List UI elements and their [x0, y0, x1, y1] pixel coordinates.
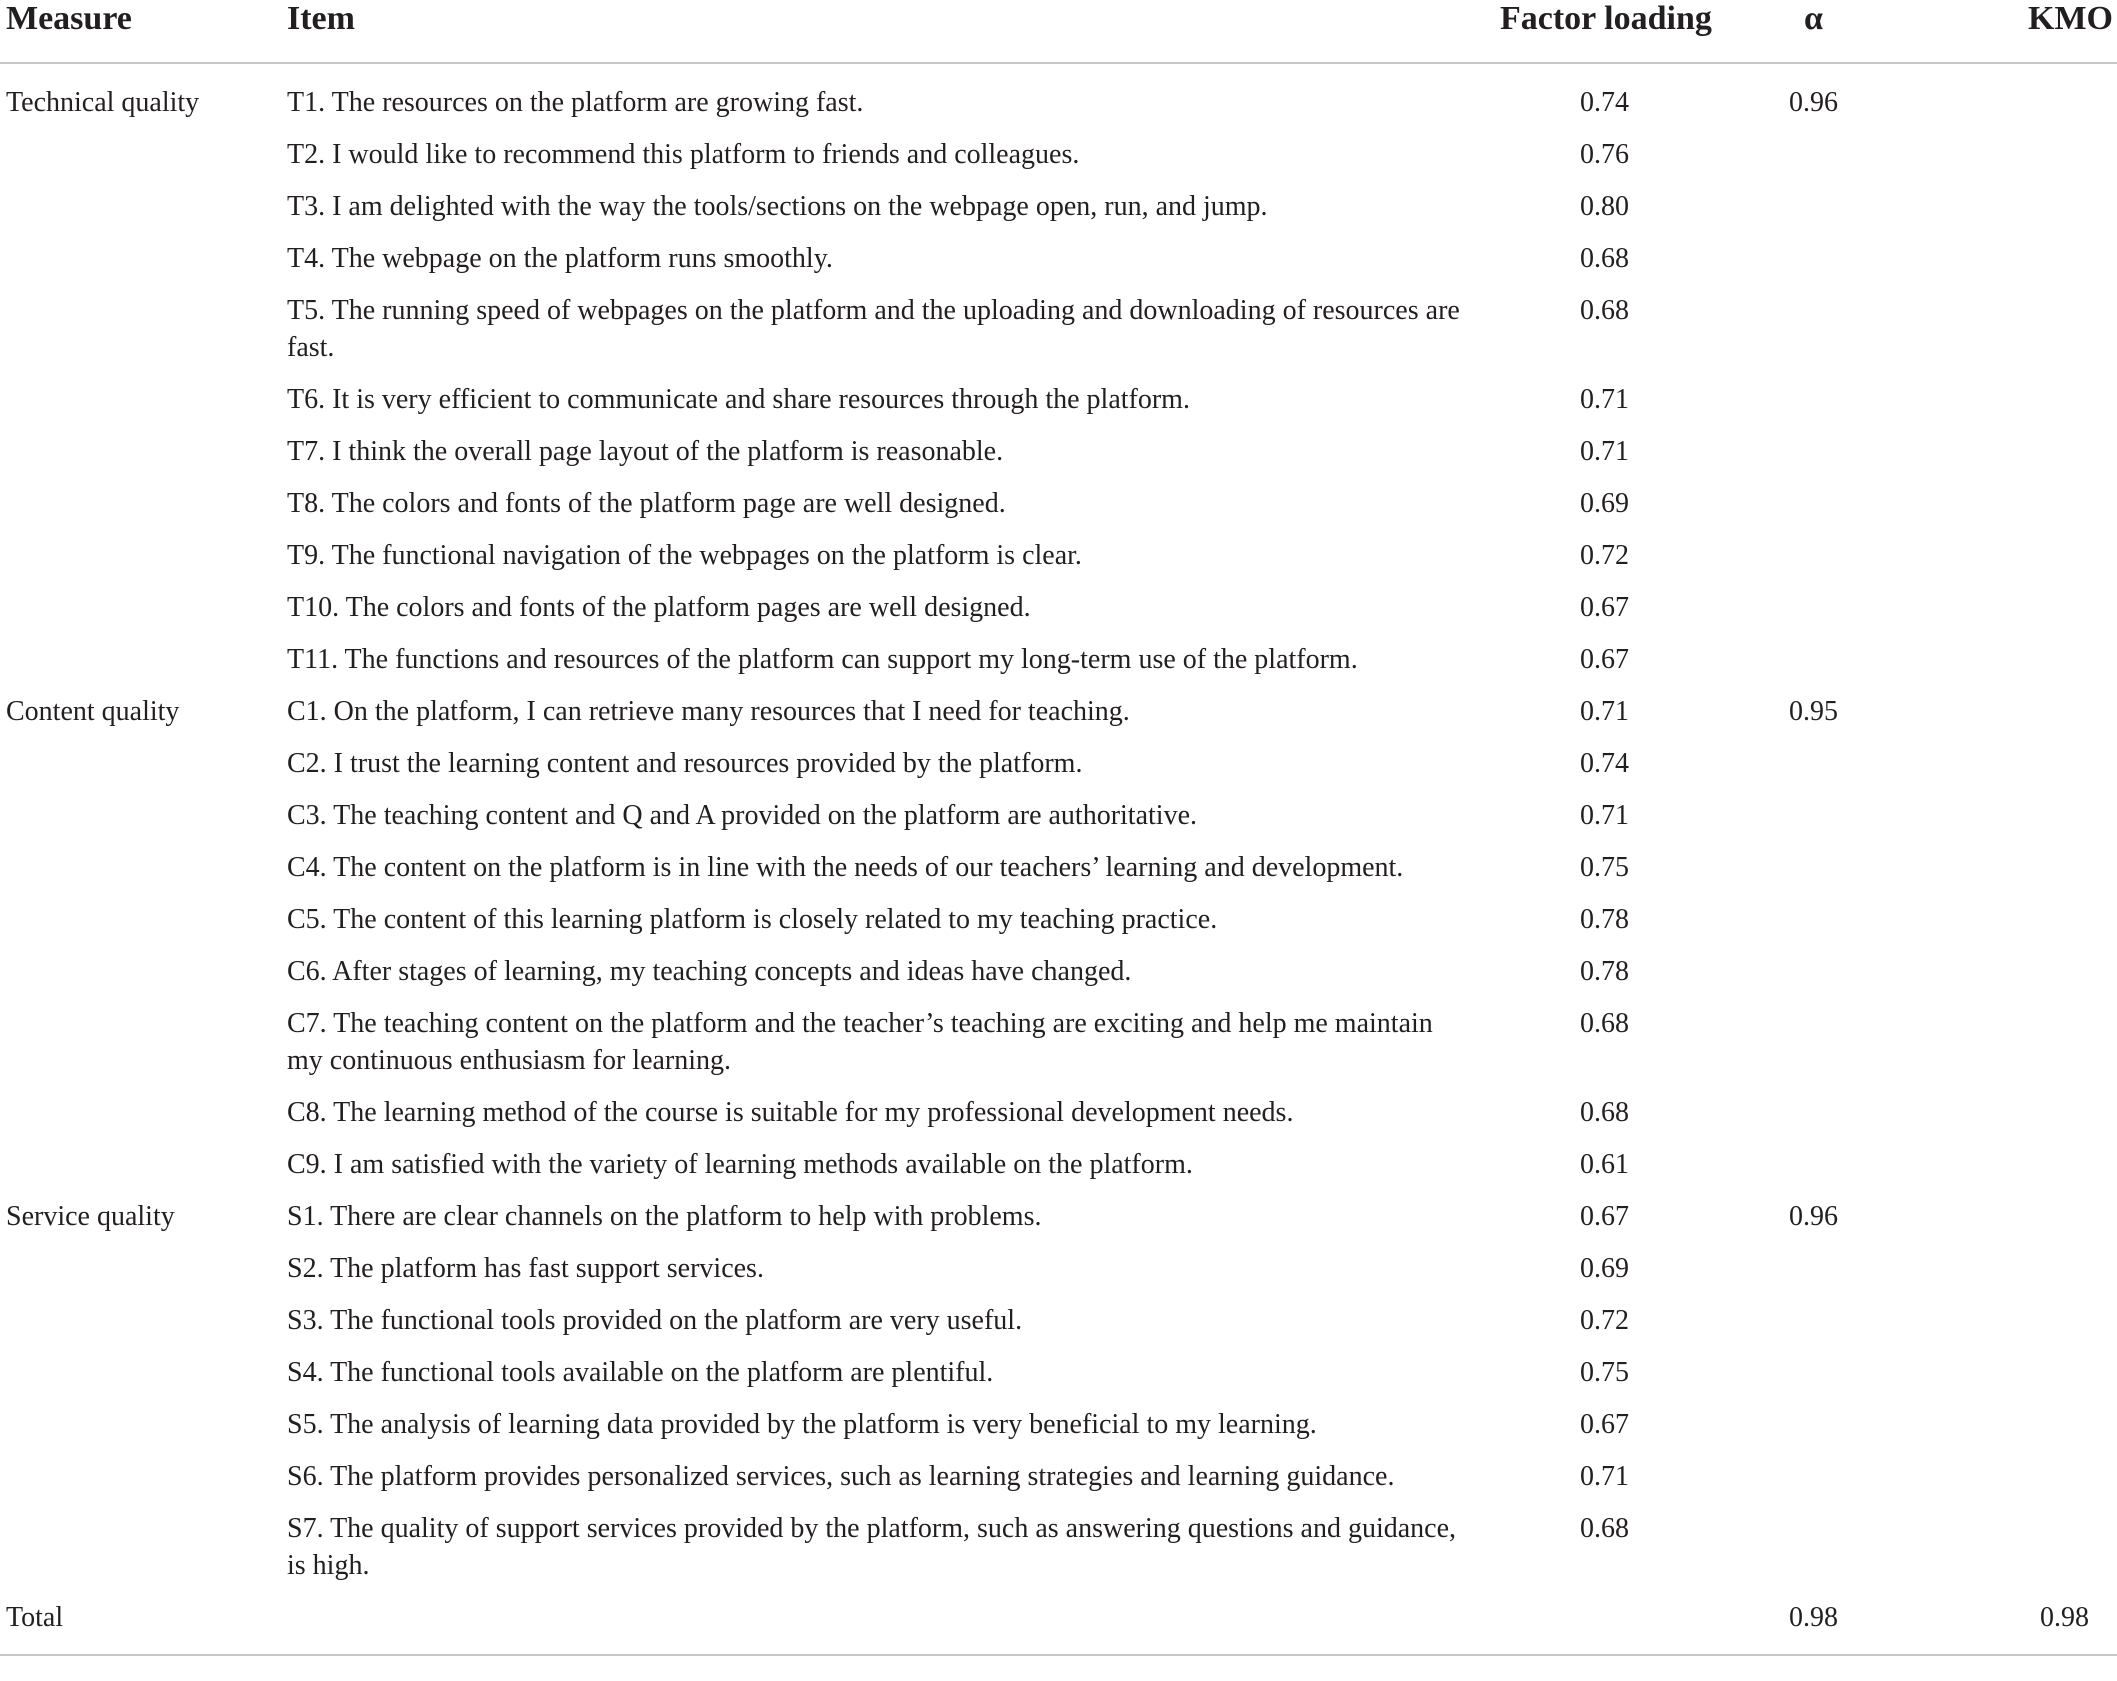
cell-measure: [0, 745, 287, 797]
table-row: [0, 1599, 2117, 1655]
cell-alpha: [1709, 381, 1918, 433]
cell-item: S6. The platform provides personalized services, such as learning strategies and learning guidance.: [287, 1461, 1395, 1492]
cell-factor-loading: 0.67: [1580, 644, 1629, 675]
cell-factor-loading: 0.71: [1580, 696, 1629, 727]
cell-item: T7. I think the overall page layout of the platform is reasonable.: [287, 436, 1004, 467]
table-row: [0, 953, 2117, 1005]
cell-item: C7. The teaching content on the platform and the teacher’s teaching are exciting and help me maintain my continuous enthusiasm for learning.: [287, 1008, 1433, 1076]
cell-factor-loading: 0.71: [1580, 1461, 1629, 1492]
cell-alpha: [1709, 1302, 1918, 1354]
cell-alpha: [1709, 849, 1918, 901]
cell-measure: [0, 797, 287, 849]
table-header: [0, 0, 2117, 63]
cell-kmo: [1918, 240, 2117, 292]
cell-alpha: [1709, 292, 1918, 381]
cell-alpha: [1709, 745, 1918, 797]
cell-measure: [0, 641, 287, 693]
cell-item: T4. The webpage on the platform runs smoothly.: [287, 243, 833, 274]
cell-alpha: [1709, 1510, 1918, 1599]
header-measure: Measure: [0, 0, 287, 63]
cell-kmo: [1918, 381, 2117, 433]
cell-measure: [0, 1510, 287, 1599]
cell-alpha: [1709, 240, 1918, 292]
cell-factor-loading: 0.67: [1580, 1409, 1629, 1440]
cell-kmo: [1918, 589, 2117, 641]
cell-measure: Technical quality: [6, 87, 200, 118]
cell-item: T5. The running speed of webpages on the platform and the uploading and downloading of resources are fast.: [287, 295, 1460, 363]
cell-alpha: [1709, 1146, 1918, 1198]
cell-item: T1. The resources on the platform are growing fast.: [287, 87, 864, 118]
cell-kmo: [1918, 1406, 2117, 1458]
cell-kmo: [1918, 136, 2117, 188]
cell-alpha: [1709, 901, 1918, 953]
cell-item: C4. The content on the platform is in line with the needs of our teachers’ learning and development.: [287, 852, 1404, 883]
cell-alpha: [1709, 1406, 1918, 1458]
cell-factor-loading: 0.67: [1580, 592, 1629, 623]
cell-item: C8. The learning method of the course is suitable for my professional development needs.: [287, 1097, 1294, 1128]
cell-factor-loading: 0.72: [1580, 540, 1629, 571]
cell-kmo: [1918, 1198, 2117, 1250]
table-row: [0, 1198, 2117, 1250]
header-kmo: KMO: [1918, 0, 2117, 63]
cell-alpha: [1709, 1094, 1918, 1146]
cell-kmo: [1918, 433, 2117, 485]
cell-factor-loading: 0.74: [1580, 87, 1629, 118]
cell-item: [287, 1599, 1500, 1655]
table-row: [0, 589, 2117, 641]
cell-measure: [0, 1005, 287, 1094]
cell-alpha: [1709, 433, 1918, 485]
cell-kmo: [1918, 1354, 2117, 1406]
cell-kmo: [1918, 63, 2117, 136]
table-row: [0, 136, 2117, 188]
cell-alpha: 0.98: [1709, 1599, 1918, 1655]
cell-item: C5. The content of this learning platform is closely related to my teaching practice.: [287, 904, 1218, 935]
cell-measure: [0, 953, 287, 1005]
cell-factor-loading: 0.71: [1580, 436, 1629, 467]
cell-factor-loading: 0.71: [1580, 800, 1629, 831]
table-body: [0, 63, 2117, 1655]
table-row: [0, 188, 2117, 240]
cell-measure: [0, 537, 287, 589]
cell-factor-loading: 0.69: [1580, 1253, 1629, 1284]
cell-factor-loading: 0.76: [1580, 139, 1629, 170]
cell-alpha: [1709, 1354, 1918, 1406]
cell-measure: [0, 849, 287, 901]
cell-measure: [0, 240, 287, 292]
cell-kmo: [1918, 1510, 2117, 1599]
cell-factor-loading: 0.68: [1580, 1097, 1629, 1128]
cell-alpha: [1709, 953, 1918, 1005]
table-row: [0, 433, 2117, 485]
cell-measure: [0, 381, 287, 433]
cell-item: C1. On the platform, I can retrieve many resources that I need for teaching.: [287, 696, 1130, 727]
cell-alpha: 0.96: [1789, 1201, 1838, 1232]
cell-measure: [0, 1146, 287, 1198]
table-row: [0, 1406, 2117, 1458]
cell-kmo: [1918, 1094, 2117, 1146]
cell-measure: [0, 589, 287, 641]
cell-kmo: [1918, 292, 2117, 381]
table-row: [0, 1146, 2117, 1198]
cell-alpha: [1709, 1458, 1918, 1510]
cell-item: T2. I would like to recommend this platform to friends and colleagues.: [287, 139, 1080, 170]
cell-item: T10. The colors and fonts of the platform pages are well designed.: [287, 592, 1031, 623]
cell-measure: [0, 485, 287, 537]
cell-kmo: [1918, 693, 2117, 745]
cell-measure: [0, 1458, 287, 1510]
cell-measure: [0, 433, 287, 485]
cell-kmo: [1918, 797, 2117, 849]
cell-item: S5. The analysis of learning data provided by the platform is very beneficial to my learning.: [287, 1409, 1317, 1440]
cell-item: C9. I am satisfied with the variety of learning methods available on the platform.: [287, 1149, 1193, 1180]
table-row: [0, 901, 2117, 953]
table-row: [0, 1510, 2117, 1599]
cell-alpha: [1709, 537, 1918, 589]
cell-measure: Total: [0, 1599, 287, 1655]
cell-item: S4. The functional tools available on the platform are plentiful.: [287, 1357, 994, 1388]
cell-item: T6. It is very efficient to communicate and share resources through the platform.: [287, 384, 1190, 415]
cell-kmo: [1918, 1250, 2117, 1302]
cell-factor-loading: 0.74: [1580, 748, 1629, 779]
cell-measure: [0, 901, 287, 953]
cell-alpha: [1709, 188, 1918, 240]
cell-kmo: [1918, 188, 2117, 240]
cell-measure: Service quality: [6, 1201, 175, 1232]
cell-factor-loading: 0.80: [1580, 191, 1629, 222]
cell-alpha: 0.95: [1789, 696, 1838, 727]
cell-item: S2. The platform has fast support services.: [287, 1253, 764, 1284]
table-row: [0, 63, 2117, 136]
cell-measure: [0, 188, 287, 240]
cell-kmo: 0.98: [1918, 1599, 2117, 1655]
table-row: [0, 537, 2117, 589]
cell-item: T8. The colors and fonts of the platform page are well designed.: [287, 488, 1006, 519]
header-item: Item: [287, 0, 1500, 63]
cell-item: T3. I am delighted with the way the tools/sections on the webpage open, run, and jump.: [287, 191, 1268, 222]
cell-measure: [0, 1302, 287, 1354]
table-row: [0, 797, 2117, 849]
cell-measure: [0, 1094, 287, 1146]
cell-kmo: [1918, 485, 2117, 537]
table-row: [0, 849, 2117, 901]
cell-kmo: [1918, 1005, 2117, 1094]
cell-item: S3. The functional tools provided on the platform are very useful.: [287, 1305, 1023, 1336]
cell-kmo: [1918, 849, 2117, 901]
table-row: [0, 641, 2117, 693]
cell-kmo: [1918, 1302, 2117, 1354]
cell-kmo: [1918, 953, 2117, 1005]
cell-kmo: [1918, 901, 2117, 953]
table-row: [0, 381, 2117, 433]
cell-alpha: [1709, 1005, 1918, 1094]
cell-kmo: [1918, 1146, 2117, 1198]
table-row: [0, 1250, 2117, 1302]
cell-measure: Content quality: [6, 696, 180, 727]
cell-item: S1. There are clear channels on the platform to help with problems.: [287, 1201, 1042, 1232]
table-row: [0, 292, 2117, 381]
cell-item: C3. The teaching content and Q and A provided on the platform are authoritative.: [287, 800, 1197, 831]
cell-alpha: [1709, 1250, 1918, 1302]
table-row: [0, 693, 2117, 745]
cell-kmo: [1918, 537, 2117, 589]
header-row: [0, 0, 2117, 63]
header-alpha: α: [1709, 0, 1918, 63]
table-row: [0, 1458, 2117, 1510]
table-row: [0, 745, 2117, 797]
cell-measure: [0, 1250, 287, 1302]
cell-factor-loading: 0.68: [1580, 1008, 1629, 1039]
cell-factor-loading: 0.78: [1580, 904, 1629, 935]
cell-factor-loading: 0.68: [1580, 295, 1629, 326]
cell-factor-loading: 0.61: [1580, 1149, 1629, 1180]
cell-measure: [0, 1354, 287, 1406]
cell-factor-loading: 0.67: [1580, 1201, 1629, 1232]
cell-factor-loading: 0.78: [1580, 956, 1629, 987]
cell-item: T11. The functions and resources of the platform can support my long-term use of the platform.: [287, 644, 1358, 675]
cell-item: T9. The functional navigation of the webpages on the platform is clear.: [287, 540, 1082, 571]
cell-factor-loading: [1500, 1599, 1709, 1655]
cell-measure: [0, 136, 287, 188]
cell-alpha: [1709, 797, 1918, 849]
cell-alpha: [1709, 136, 1918, 188]
table-row: [0, 1354, 2117, 1406]
cell-kmo: [1918, 1458, 2117, 1510]
cell-item: C2. I trust the learning content and resources provided by the platform.: [287, 748, 1083, 779]
cell-alpha: [1709, 641, 1918, 693]
cell-factor-loading: 0.75: [1580, 852, 1629, 883]
cell-kmo: [1918, 745, 2117, 797]
cell-measure: [0, 292, 287, 381]
header-factor-loading: Factor loading: [1500, 0, 1709, 63]
table-row: [0, 240, 2117, 292]
table-row: [0, 1005, 2117, 1094]
cell-factor-loading: 0.72: [1580, 1305, 1629, 1336]
cell-measure: [0, 1406, 287, 1458]
cell-factor-loading: 0.69: [1580, 488, 1629, 519]
cell-factor-loading: 0.68: [1580, 243, 1629, 274]
cell-kmo: [1918, 641, 2117, 693]
cell-alpha: 0.96: [1789, 87, 1838, 118]
table-row: [0, 1094, 2117, 1146]
cell-factor-loading: 0.75: [1580, 1357, 1629, 1388]
cell-item: S7. The quality of support services provided by the platform, such as answering questions and guidance, is high.: [287, 1513, 1457, 1581]
table-row: [0, 485, 2117, 537]
table-row: [0, 1302, 2117, 1354]
cell-factor-loading: 0.68: [1580, 1513, 1629, 1544]
cell-alpha: [1709, 589, 1918, 641]
cell-item: C6. After stages of learning, my teaching concepts and ideas have changed.: [287, 956, 1132, 987]
cell-factor-loading: 0.71: [1580, 384, 1629, 415]
cell-alpha: [1709, 485, 1918, 537]
